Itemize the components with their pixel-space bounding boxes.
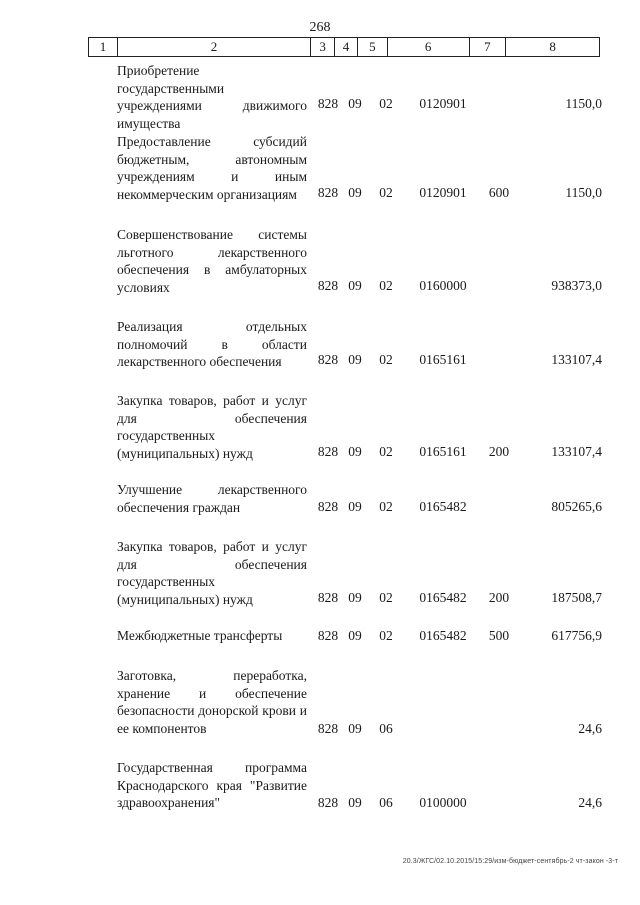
column-header-3: 3 [311,38,335,56]
row-code-chapter: 828 [317,351,339,367]
row-amount: 24,6 [578,720,602,736]
row-code-chapter: 828 [317,720,339,736]
row-target-item: 0120901 [419,184,467,200]
row-description: Реализация отдельных полномочий в области лекарственного обеспечения [117,319,307,369]
table-row [0,392,640,460]
row-target-item: 0165161 [419,351,467,367]
column-header-4: 4 [335,38,358,56]
row-amount: 805265,6 [551,498,602,514]
row-section: 09 [348,184,362,200]
table-row [0,667,640,737]
row-subsection: 02 [379,351,393,367]
row-subsection: 02 [379,95,393,111]
row-amount: 938373,0 [551,277,602,293]
row-amount: 133107,4 [551,351,602,367]
row-subsection: 06 [379,794,393,810]
page-number: 268 [309,20,331,35]
row-section: 09 [348,794,362,810]
table-row [0,133,640,201]
row-code-chapter: 828 [317,627,339,643]
row-code-chapter: 828 [317,794,339,810]
row-code-chapter: 828 [317,95,339,111]
row-section: 09 [348,277,362,293]
row-section: 09 [348,443,362,459]
row-amount: 617756,9 [551,627,602,643]
row-subsection: 02 [379,627,393,643]
row-subsection: 02 [379,589,393,605]
column-header-6: 6 [388,38,470,56]
table-row [0,759,640,811]
row-expense-type: 200 [488,589,510,605]
row-description: Предоставление субсидий бюджетным, автономным учреждениям и иным некоммерческим организациям [117,134,307,202]
row-description: Государственная программа Краснодарского края "Развитие здравоохранения" [117,760,307,810]
row-description: Приобретение государственными учреждениями движимого имущества [117,63,307,131]
row-description: Улучшение лекарственного обеспечения граждан [117,482,307,515]
row-expense-type: 500 [488,627,510,643]
table-row [0,538,640,606]
row-target-item: 0165482 [419,589,467,605]
table-column-header [88,37,600,57]
row-description: Совершенствование системы льготного лекарственного обеспечения в амбулаторных условиях [117,227,307,295]
row-code-chapter: 828 [317,277,339,293]
column-header-5: 5 [358,38,388,56]
row-amount: 133107,4 [551,443,602,459]
column-header-8: 8 [549,39,556,54]
row-amount: 1150,0 [565,95,602,111]
row-section: 09 [348,589,362,605]
row-description: Закупка товаров, работ и услуг для обеспечения государственных (муниципальных) нужд [117,539,307,607]
row-subsection: 02 [379,184,393,200]
row-description: Заготовка, переработка, хранение и обеспечение безопасности донорской крови и ее компонентов [117,668,307,736]
table-row [0,62,640,131]
row-section: 09 [348,720,362,736]
table-row [0,481,640,515]
row-subsection: 02 [379,498,393,514]
row-target-item: 0165482 [419,627,467,643]
row-amount: 187508,7 [551,589,602,605]
table-row [0,318,640,368]
row-code-chapter: 828 [317,184,339,200]
row-target-item: 0165161 [419,443,467,459]
column-header-7: 7 [470,38,507,56]
row-description: Закупка товаров, работ и услуг для обеспечения государственных (муниципальных) нужд [117,393,307,461]
row-code-chapter: 828 [317,589,339,605]
row-section: 09 [348,351,362,367]
row-target-item: 0160000 [419,277,467,293]
column-header-2: 2 [118,38,311,56]
table-row [0,627,640,644]
row-description: Межбюджетные трансферты [117,628,283,643]
row-target-item: 0165482 [419,498,467,514]
row-expense-type: 200 [488,443,510,459]
row-target-item: 0100000 [419,794,467,810]
row-section: 09 [348,498,362,514]
row-subsection: 06 [379,720,393,736]
row-section: 09 [348,95,362,111]
row-subsection: 02 [379,443,393,459]
column-header-1: 1 [89,38,118,56]
document-footer-note: 20.3/ЖГС/02.10.2015/15:29/изм-бюджет-сентябрь-2 чт-закон -3-т [402,858,618,865]
row-amount: 1150,0 [565,184,602,200]
table-row [0,226,640,294]
row-expense-type: 600 [488,184,510,200]
row-section: 09 [348,627,362,643]
row-subsection: 02 [379,277,393,293]
row-amount: 24,6 [578,794,602,810]
row-code-chapter: 828 [317,443,339,459]
row-target-item: 0120901 [419,95,467,111]
row-code-chapter: 828 [317,498,339,514]
